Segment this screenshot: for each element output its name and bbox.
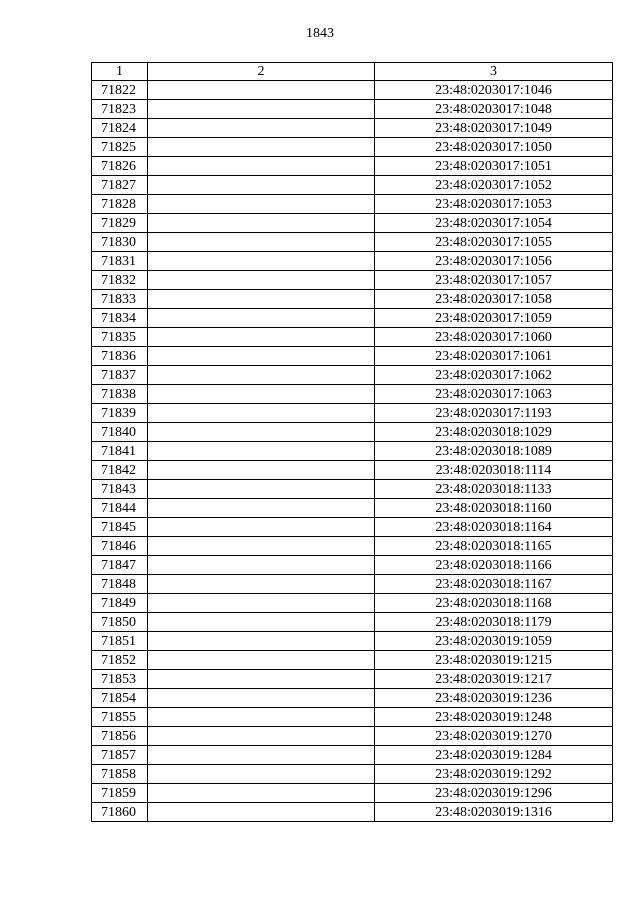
table-row — [92, 708, 613, 727]
table-row — [92, 575, 613, 594]
cadastral-number-cell: 23:48:0203018:1168 — [375, 594, 613, 613]
cadastral-number-cell: 23:48:0203017:1193 — [375, 404, 613, 423]
row-number-cell: 71829 — [92, 214, 148, 233]
table-row — [92, 632, 613, 651]
row-number-cell: 71831 — [92, 252, 148, 271]
cadastral-number-cell: 23:48:0203017:1054 — [375, 214, 613, 233]
cadastral-number-cell: 23:48:0203017:1055 — [375, 233, 613, 252]
row-number-cell: 71846 — [92, 537, 148, 556]
cadastral-number-cell: 23:48:0203018:1164 — [375, 518, 613, 537]
row-number-cell: 71838 — [92, 385, 148, 404]
row-number-cell: 71827 — [92, 176, 148, 195]
row-number-cell: 71826 — [92, 157, 148, 176]
row-description-cell — [148, 81, 375, 100]
cadastral-number-cell: 23:48:0203019:1292 — [375, 765, 613, 784]
row-description-cell — [148, 537, 375, 556]
table-row — [92, 366, 613, 385]
cadastral-number-cell: 23:48:0203018:1165 — [375, 537, 613, 556]
row-description-cell — [148, 575, 375, 594]
row-number-cell: 71852 — [92, 651, 148, 670]
row-number-cell: 71822 — [92, 81, 148, 100]
row-number-cell: 71824 — [92, 119, 148, 138]
row-description-cell — [148, 670, 375, 689]
table-row — [92, 100, 613, 119]
row-description-cell — [148, 594, 375, 613]
cadastral-number-cell: 23:48:0203019:1217 — [375, 670, 613, 689]
row-description-cell — [148, 404, 375, 423]
row-number-cell: 71836 — [92, 347, 148, 366]
row-number-cell: 71853 — [92, 670, 148, 689]
cadastral-number-cell: 23:48:0203019:1248 — [375, 708, 613, 727]
row-number-cell: 71844 — [92, 499, 148, 518]
row-description-cell — [148, 119, 375, 138]
cadastral-number-cell: 23:48:0203018:1029 — [375, 423, 613, 442]
table-row — [92, 480, 613, 499]
row-description-cell — [148, 442, 375, 461]
row-description-cell — [148, 233, 375, 252]
row-number-cell: 71837 — [92, 366, 148, 385]
cadastral-number-cell: 23:48:0203017:1059 — [375, 309, 613, 328]
table-row — [92, 404, 613, 423]
row-description-cell — [148, 195, 375, 214]
row-description-cell — [148, 157, 375, 176]
table-row — [92, 138, 613, 157]
row-description-cell — [148, 708, 375, 727]
table-row — [92, 214, 613, 233]
row-number-cell: 71848 — [92, 575, 148, 594]
table-row — [92, 594, 613, 613]
table-row — [92, 81, 613, 100]
cadastral-number-cell: 23:48:0203018:1089 — [375, 442, 613, 461]
table-row — [92, 176, 613, 195]
row-description-cell — [148, 100, 375, 119]
column-header-1: 1 — [92, 63, 148, 81]
column-header-3: 3 — [375, 63, 613, 81]
table-row — [92, 309, 613, 328]
table-row — [92, 252, 613, 271]
table-row — [92, 423, 613, 442]
table-row — [92, 689, 613, 708]
cadastral-number-cell: 23:48:0203017:1060 — [375, 328, 613, 347]
row-description-cell — [148, 309, 375, 328]
table-row — [92, 328, 613, 347]
table-row — [92, 442, 613, 461]
table-row — [92, 499, 613, 518]
row-description-cell — [148, 480, 375, 499]
cadastral-number-cell: 23:48:0203018:1167 — [375, 575, 613, 594]
cadastral-number-cell: 23:48:0203017:1046 — [375, 81, 613, 100]
cadastral-number-cell: 23:48:0203017:1062 — [375, 366, 613, 385]
row-description-cell — [148, 290, 375, 309]
cadastral-number-cell: 23:48:0203019:1284 — [375, 746, 613, 765]
table-row — [92, 233, 613, 252]
row-number-cell: 71840 — [92, 423, 148, 442]
row-description-cell — [148, 271, 375, 290]
row-number-cell: 71854 — [92, 689, 148, 708]
row-description-cell — [148, 803, 375, 822]
row-number-cell: 71835 — [92, 328, 148, 347]
row-description-cell — [148, 727, 375, 746]
table-row — [92, 271, 613, 290]
cadastral-number-cell: 23:48:0203017:1057 — [375, 271, 613, 290]
row-number-cell: 71845 — [92, 518, 148, 537]
table-row — [92, 784, 613, 803]
row-number-cell: 71841 — [92, 442, 148, 461]
cadastral-number-cell: 23:48:0203017:1050 — [375, 138, 613, 157]
table-row — [92, 765, 613, 784]
cadastral-number-cell: 23:48:0203017:1049 — [375, 119, 613, 138]
row-number-cell: 71858 — [92, 765, 148, 784]
table-row — [92, 803, 613, 822]
cadastral-number-cell: 23:48:0203017:1063 — [375, 385, 613, 404]
cadastral-number-cell: 23:48:0203017:1052 — [375, 176, 613, 195]
table-row — [92, 613, 613, 632]
table-row — [92, 670, 613, 689]
cadastral-number-cell: 23:48:0203017:1056 — [375, 252, 613, 271]
cadastral-number-cell: 23:48:0203017:1058 — [375, 290, 613, 309]
row-description-cell — [148, 176, 375, 195]
cadastral-number-cell: 23:48:0203019:1215 — [375, 651, 613, 670]
row-description-cell — [148, 499, 375, 518]
row-description-cell — [148, 328, 375, 347]
row-number-cell: 71850 — [92, 613, 148, 632]
table-row — [92, 461, 613, 480]
row-description-cell — [148, 784, 375, 803]
row-number-cell: 71859 — [92, 784, 148, 803]
cadastral-number-cell: 23:48:0203018:1179 — [375, 613, 613, 632]
header-row — [92, 63, 613, 81]
row-number-cell: 71843 — [92, 480, 148, 499]
table-row — [92, 746, 613, 765]
row-number-cell: 71849 — [92, 594, 148, 613]
table-row — [92, 195, 613, 214]
cadastral-number-cell: 23:48:0203019:1296 — [375, 784, 613, 803]
table-row — [92, 347, 613, 366]
row-description-cell — [148, 689, 375, 708]
cadastral-number-cell: 23:48:0203018:1160 — [375, 499, 613, 518]
row-number-cell: 71830 — [92, 233, 148, 252]
row-number-cell: 71832 — [92, 271, 148, 290]
page-number: 1843 — [306, 26, 334, 41]
cadastral-number-cell: 23:48:0203017:1053 — [375, 195, 613, 214]
row-number-cell: 71828 — [92, 195, 148, 214]
cadastral-number-cell: 23:48:0203018:1133 — [375, 480, 613, 499]
row-number-cell: 71834 — [92, 309, 148, 328]
row-description-cell — [148, 461, 375, 480]
row-description-cell — [148, 423, 375, 442]
row-description-cell — [148, 385, 375, 404]
row-number-cell: 71847 — [92, 556, 148, 575]
row-description-cell — [148, 214, 375, 233]
row-number-cell: 71860 — [92, 803, 148, 822]
column-header-2: 2 — [148, 63, 375, 81]
cadastral-number-cell: 23:48:0203018:1114 — [375, 461, 613, 480]
table-row — [92, 157, 613, 176]
row-number-cell: 71855 — [92, 708, 148, 727]
row-description-cell — [148, 518, 375, 537]
row-description-cell — [148, 765, 375, 784]
row-description-cell — [148, 366, 375, 385]
table-row — [92, 119, 613, 138]
row-number-cell: 71825 — [92, 138, 148, 157]
cadastral-number-cell: 23:48:0203018:1166 — [375, 556, 613, 575]
table-row — [92, 290, 613, 309]
row-description-cell — [148, 632, 375, 651]
row-number-cell: 71842 — [92, 461, 148, 480]
row-number-cell: 71857 — [92, 746, 148, 765]
cadastral-number-cell: 23:48:0203017:1051 — [375, 157, 613, 176]
cadastral-number-cell: 23:48:0203019:1059 — [375, 632, 613, 651]
row-description-cell — [148, 556, 375, 575]
row-number-cell: 71851 — [92, 632, 148, 651]
row-description-cell — [148, 347, 375, 366]
row-number-cell: 71823 — [92, 100, 148, 119]
table-row — [92, 537, 613, 556]
table-row — [92, 651, 613, 670]
row-description-cell — [148, 138, 375, 157]
row-description-cell — [148, 651, 375, 670]
table-row — [92, 385, 613, 404]
table-row — [92, 556, 613, 575]
row-description-cell — [148, 252, 375, 271]
cadastral-number-cell: 23:48:0203017:1048 — [375, 100, 613, 119]
table-header — [92, 63, 613, 81]
row-number-cell: 71833 — [92, 290, 148, 309]
row-description-cell — [148, 746, 375, 765]
registry-table — [91, 62, 613, 822]
cadastral-number-cell: 23:48:0203019:1236 — [375, 689, 613, 708]
cadastral-number-cell: 23:48:0203017:1061 — [375, 347, 613, 366]
table-body — [92, 81, 613, 822]
cadastral-number-cell: 23:48:0203019:1270 — [375, 727, 613, 746]
table-row — [92, 518, 613, 537]
table-row — [92, 727, 613, 746]
row-number-cell: 71839 — [92, 404, 148, 423]
row-description-cell — [148, 613, 375, 632]
cadastral-number-cell: 23:48:0203019:1316 — [375, 803, 613, 822]
row-number-cell: 71856 — [92, 727, 148, 746]
